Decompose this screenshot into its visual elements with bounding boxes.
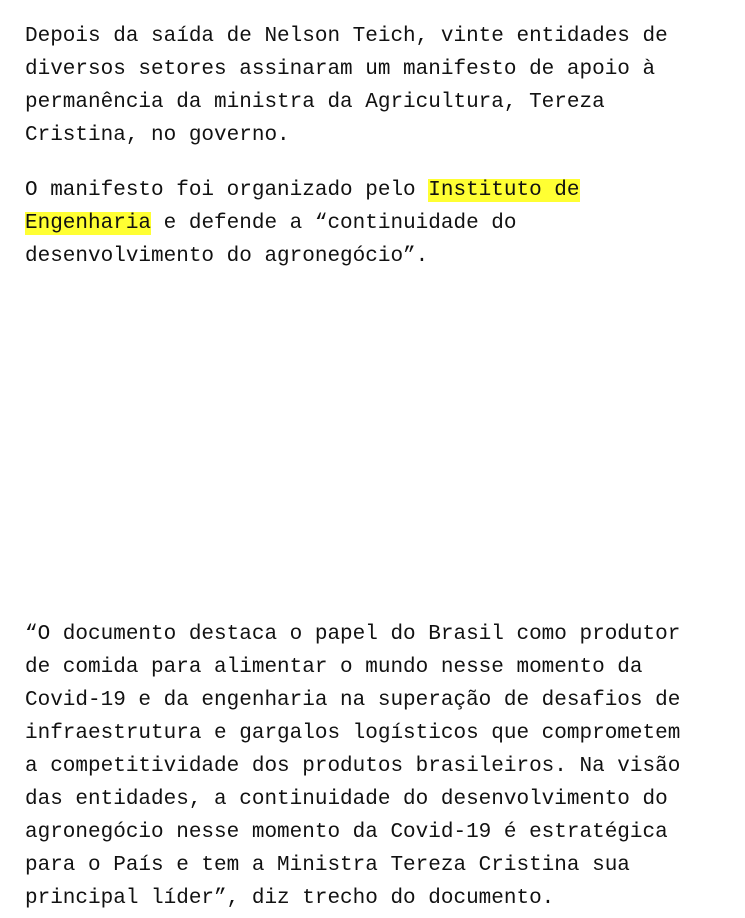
text-line: principal líder”, diz trecho do documento. (25, 887, 555, 910)
text-line: Covid-19 e da engenharia na superação de desafios de (25, 689, 681, 712)
paragraph-intro (25, 20, 668, 152)
text-line: de comida para alimentar o mundo nesse momento da (25, 656, 643, 679)
text-line: desenvolvimento do agronegócio”. (25, 245, 429, 268)
text-line: “O documento destaca o papel do Brasil como produtor (25, 623, 681, 646)
highlighted-link-instituto-de-engenharia-continued[interactable]: Engenharia (25, 212, 152, 235)
text-segment: e defende a “continuidade do (151, 212, 517, 235)
text-line: infraestrutura e gargalos logísticos que comprometem (25, 722, 681, 745)
text-line: agronegócio nesse momento da Covid-19 é estratégica (25, 821, 668, 844)
text-line: das entidades, a continuidade do desenvolvimento do (25, 788, 668, 811)
text-line: para o País e tem a Ministra Tereza Cristina sua (25, 854, 630, 877)
highlighted-link-instituto-de-engenharia[interactable]: Instituto de (428, 179, 580, 202)
text-line: Cristina, no governo. (25, 124, 290, 147)
text-line: permanência da ministra da Agricultura, Tereza (25, 91, 605, 114)
text-line: diversos setores assinaram um manifesto de apoio à (25, 58, 656, 81)
text-line: a competitividade dos produtos brasileiros. Na visão (25, 755, 681, 778)
text-segment: O manifesto foi organizado pelo (25, 179, 429, 202)
paragraph-quote (25, 618, 680, 915)
paragraph-manifesto (25, 174, 580, 273)
text-line: Depois da saída de Nelson Teich, vinte entidades de (25, 25, 668, 48)
